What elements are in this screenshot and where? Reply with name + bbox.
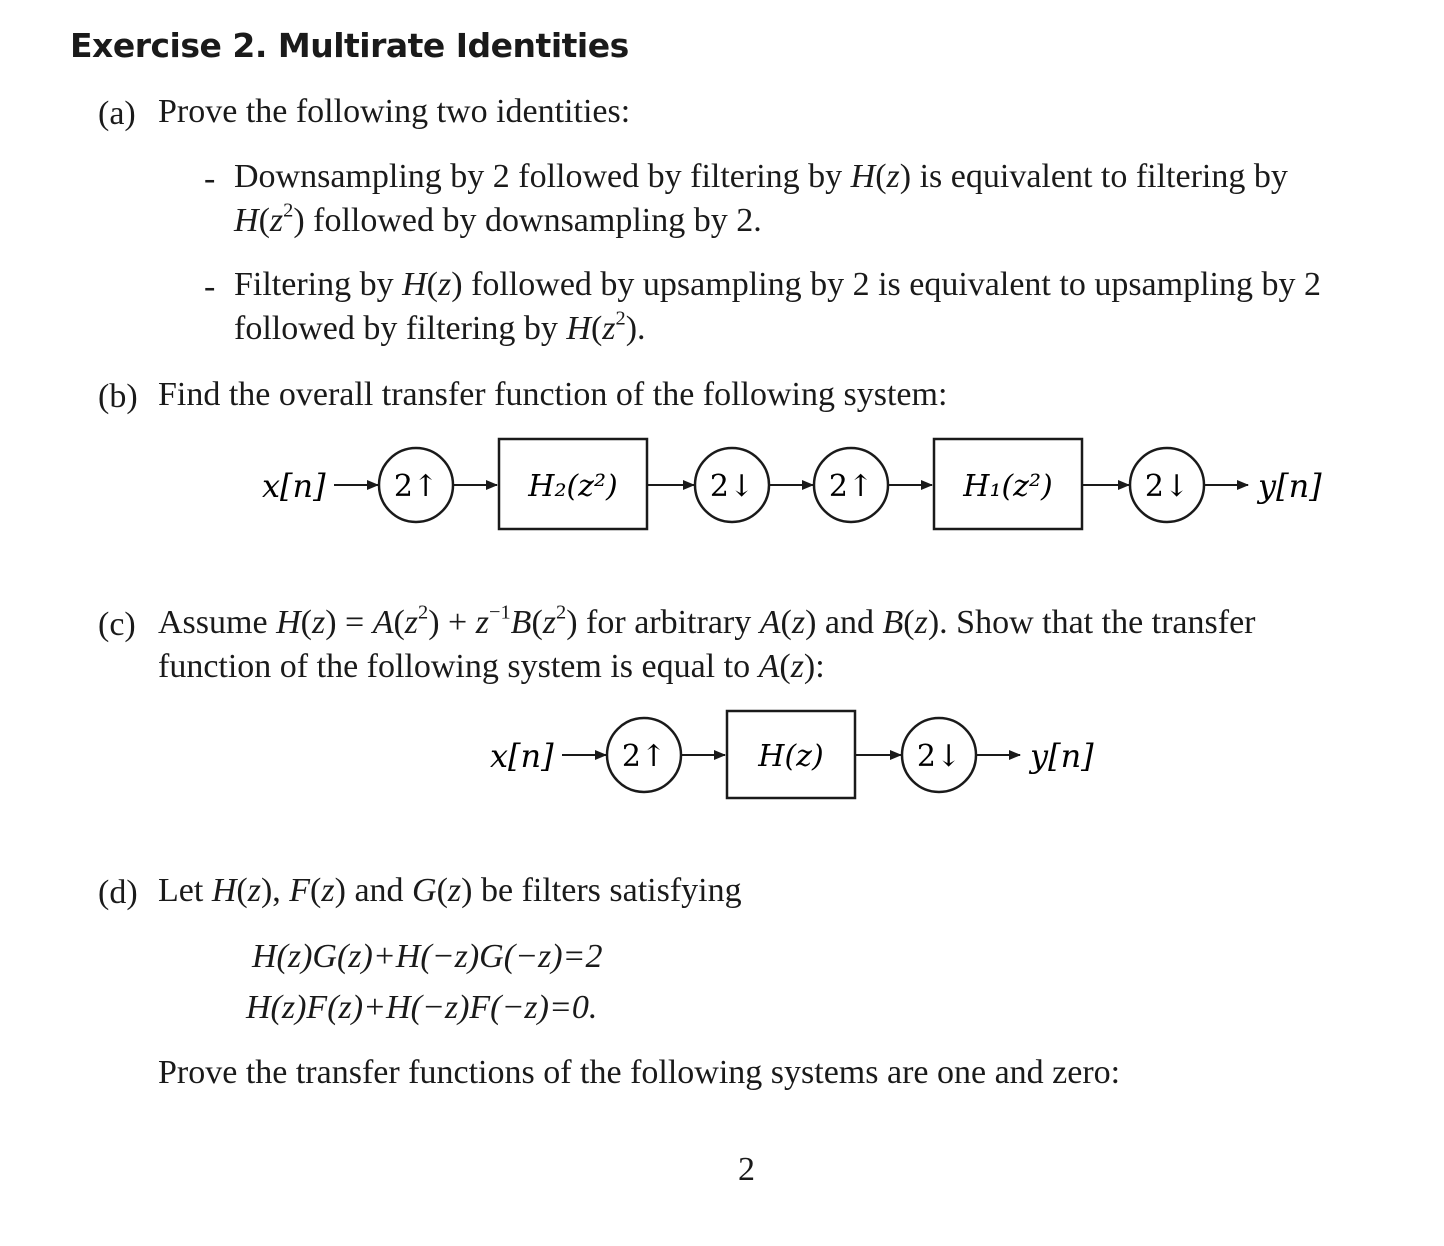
downsampler-label: 2↓ [1144, 469, 1190, 504]
downsampler-label: 2↓ [709, 469, 755, 504]
filter-h1-label: H₁(z²) [963, 469, 1053, 504]
part-c-line2: function of the following system is equal to A(z): [158, 648, 825, 685]
input-signal-label: x[n] [490, 737, 554, 775]
bullet-marker: - [204, 268, 216, 305]
exercise-title: Exercise 2. Multirate Identities [70, 26, 629, 65]
upsampler-label: 2↑ [828, 469, 874, 504]
downsampler-label: 2↓ [916, 739, 962, 774]
output-signal-label: y[n] [1030, 737, 1094, 775]
bullet2-line2: followed by filtering by $H(z^2)$. [234, 307, 646, 347]
bullet2-line1: Filtering by H(z) followed by upsampling by 2 is equivalent to upsampling by 2 [234, 266, 1321, 303]
part-b-text: Find the overall transfer function of the following system: [158, 376, 948, 413]
bullet-marker: - [204, 160, 216, 197]
output-signal-label: y[n] [1258, 467, 1322, 505]
part-b-label: (b) [98, 378, 138, 415]
part-d-line1: Let H(z), F(z) and G(z) be filters satisfying [158, 872, 742, 909]
equation-1: H(z)G(z)+H(−z)G(−z)=2 [252, 938, 603, 975]
part-d-final: Prove the transfer functions of the following systems are one and zero: [158, 1054, 1121, 1091]
part-c-label: (c) [98, 606, 136, 643]
bullet1-line2: $H(z^2)$ followed by downsampling by 2. [234, 199, 762, 239]
part-d-label: (d) [98, 874, 138, 911]
part-c-line1: Assume $H(z) = A(z^2) + z^{-1}B(z^2)$ for arbitrary A(z) and B(z). Show that the transfer [158, 601, 1256, 641]
filter-h2-label: H₂(z²) [528, 469, 618, 504]
input-signal-label: x[n] [262, 467, 326, 505]
system-diagram-c [480, 702, 1120, 812]
upsampler-label: 2↑ [621, 739, 667, 774]
filter-h-label: H(z) [758, 739, 824, 774]
part-a-intro: Prove the following two identities: [158, 93, 631, 130]
part-a-label: (a) [98, 95, 136, 132]
bullet1-line1: Downsampling by 2 followed by filtering by H(z) is equivalent to filtering by [234, 158, 1288, 195]
upsampler-label: 2↑ [393, 469, 439, 504]
system-diagram-b [250, 430, 1350, 540]
equation-2: H(z)F(z)+H(−z)F(−z)=0. [246, 989, 598, 1026]
page-number: 2 [738, 1151, 755, 1188]
